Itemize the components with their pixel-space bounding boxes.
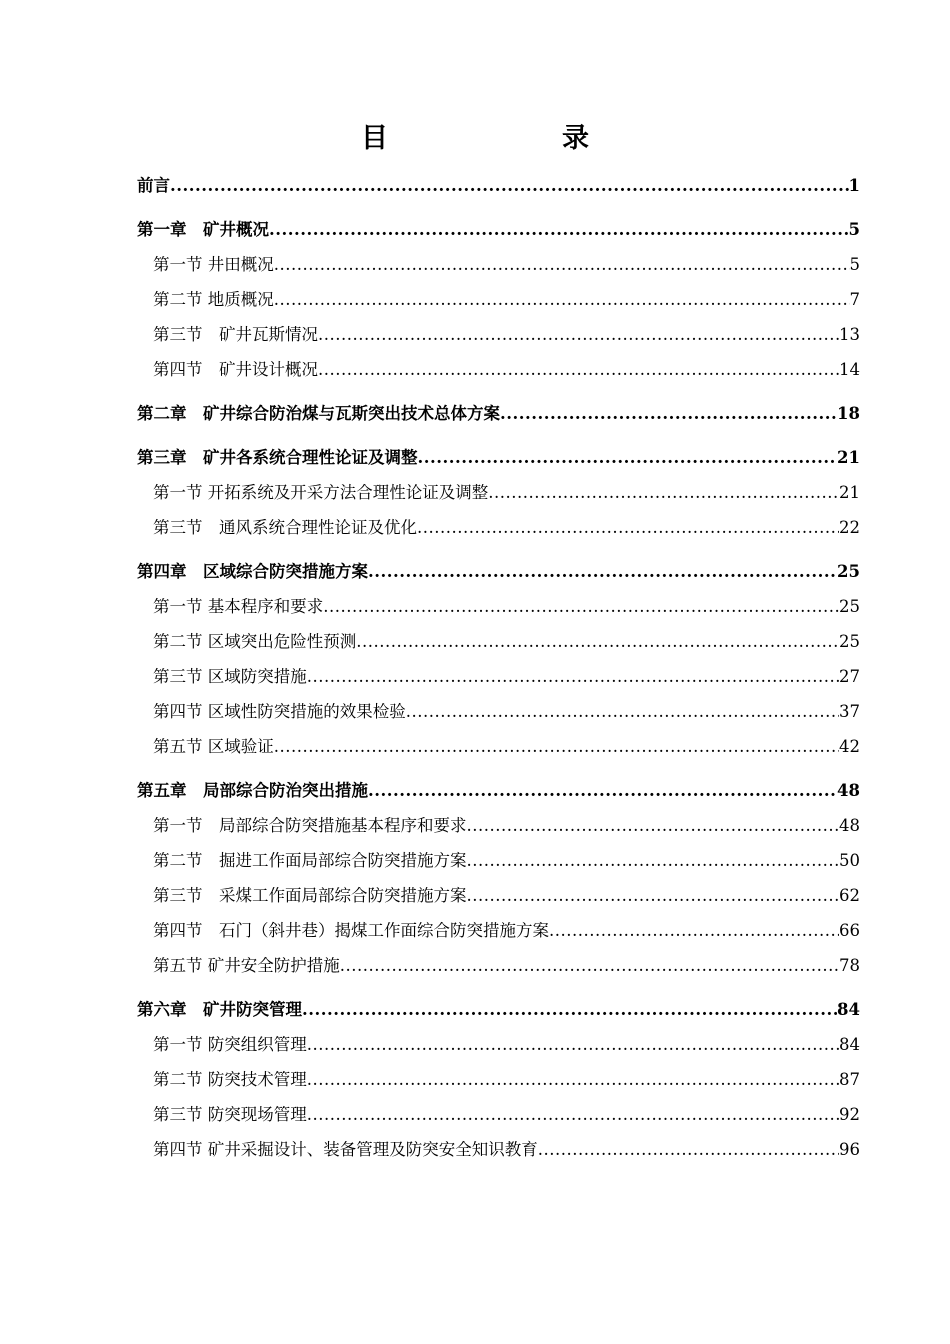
dot-leader bbox=[500, 396, 837, 431]
dot-leader bbox=[318, 352, 839, 387]
toc-entry-title: 第四章 区域综合防突措施方案 bbox=[137, 562, 368, 581]
toc-entry-section[interactable] bbox=[137, 510, 860, 545]
toc-entry-section[interactable] bbox=[137, 878, 860, 913]
dot-leader bbox=[417, 510, 839, 545]
toc-entry-section[interactable] bbox=[137, 729, 860, 764]
toc-entry-title: 第六章 矿井防突管理 bbox=[137, 1000, 302, 1019]
dot-leader bbox=[340, 948, 839, 983]
toc-entry-title: 第二章 矿井综合防治煤与瓦斯突出技术总体方案 bbox=[137, 404, 500, 423]
toc-entry-section[interactable] bbox=[137, 475, 860, 510]
dot-leader bbox=[318, 317, 839, 352]
toc-page-number: 5 bbox=[849, 255, 860, 274]
dot-leader bbox=[368, 554, 837, 589]
dot-leader bbox=[406, 694, 839, 729]
toc-entry-title: 第二节 防突技术管理 bbox=[153, 1070, 307, 1089]
toc-entry-section[interactable] bbox=[137, 317, 860, 352]
dot-leader bbox=[269, 212, 849, 247]
toc-page-number: 78 bbox=[839, 956, 860, 975]
toc-entry-title: 第三节 防突现场管理 bbox=[153, 1105, 307, 1124]
toc-entry-title: 第四节 矿井采掘设计、装备管理及防突安全知识教育 bbox=[153, 1140, 538, 1159]
toc-page-number: 42 bbox=[839, 737, 860, 756]
toc-page-number: 18 bbox=[837, 404, 860, 423]
dot-leader bbox=[467, 878, 840, 913]
dot-leader bbox=[307, 1097, 839, 1132]
dot-leader bbox=[274, 247, 850, 282]
toc-entry-section[interactable] bbox=[137, 282, 860, 317]
toc-entry-section[interactable] bbox=[137, 247, 860, 282]
toc-page-number: 27 bbox=[839, 667, 860, 686]
toc-entry-section[interactable] bbox=[137, 808, 860, 843]
toc-entry-chapter[interactable] bbox=[137, 396, 860, 431]
toc-entry-title: 第三节 通风系统合理性论证及优化 bbox=[153, 518, 417, 537]
toc-entry-title: 第二节 掘进工作面局部综合防突措施方案 bbox=[153, 851, 467, 870]
toc-entry-title: 第五节 区域验证 bbox=[153, 737, 274, 756]
toc-entry-title: 第一章 矿井概况 bbox=[137, 220, 269, 239]
toc-entry-title: 第四节 区域性防突措施的效果检验 bbox=[153, 702, 406, 721]
dot-leader bbox=[307, 1027, 839, 1062]
dot-leader bbox=[467, 843, 840, 878]
toc-page-number: 21 bbox=[837, 448, 860, 467]
toc-entry-section[interactable] bbox=[137, 1062, 860, 1097]
toc-page-number: 14 bbox=[839, 360, 860, 379]
toc-entry-section[interactable] bbox=[137, 589, 860, 624]
dot-leader bbox=[170, 168, 849, 203]
toc-entry-title: 第一节 基本程序和要求 bbox=[153, 597, 324, 616]
toc-entry-chapter[interactable] bbox=[137, 773, 860, 808]
dot-leader bbox=[274, 729, 839, 764]
toc-page-number: 25 bbox=[839, 597, 860, 616]
toc-entry-section[interactable] bbox=[137, 1027, 860, 1062]
dot-leader bbox=[549, 913, 839, 948]
dot-leader bbox=[323, 589, 839, 624]
toc-page-number: 13 bbox=[839, 325, 860, 344]
toc-entry-title: 第二节 地质概况 bbox=[153, 290, 274, 309]
toc-page-number: 87 bbox=[839, 1070, 860, 1089]
toc-entry-chapter[interactable] bbox=[137, 212, 860, 247]
toc-entry-chapter[interactable] bbox=[137, 168, 860, 203]
page-title: 目 录 bbox=[361, 123, 629, 154]
toc-page-number: 62 bbox=[839, 886, 860, 905]
toc-page-number: 48 bbox=[839, 816, 860, 835]
toc-entry-chapter[interactable] bbox=[137, 992, 860, 1027]
toc-entry-title: 第五章 局部综合防治突出措施 bbox=[137, 781, 368, 800]
toc-entry-section[interactable] bbox=[137, 624, 860, 659]
toc-page-number: 84 bbox=[837, 1000, 860, 1019]
toc-entry-title: 第一节 开拓系统及开采方法合理性论证及调整 bbox=[153, 483, 489, 502]
dot-leader bbox=[356, 624, 839, 659]
toc-page-number: 66 bbox=[839, 921, 860, 940]
toc-entry-title: 第二节 区域突出危险性预测 bbox=[153, 632, 357, 651]
toc-entry-chapter[interactable] bbox=[137, 440, 860, 475]
toc-entry-title: 第三节 矿井瓦斯情况 bbox=[153, 325, 318, 344]
toc-entry-title: 第一节 局部综合防突措施基本程序和要求 bbox=[153, 816, 467, 835]
toc-entry-title: 第三章 矿井各系统合理性论证及调整 bbox=[137, 448, 418, 467]
toc-page-number: 1 bbox=[848, 176, 860, 195]
dot-leader bbox=[467, 808, 840, 843]
toc-entry-title: 第一节 防突组织管理 bbox=[153, 1035, 307, 1054]
dot-leader bbox=[274, 282, 850, 317]
toc-entry-title: 第一节 井田概况 bbox=[153, 255, 274, 274]
toc-entry-section[interactable] bbox=[137, 843, 860, 878]
toc-entry-section[interactable] bbox=[137, 913, 860, 948]
dot-leader bbox=[307, 659, 839, 694]
toc-page-number: 48 bbox=[837, 781, 860, 800]
toc-page-number: 21 bbox=[839, 483, 860, 502]
dot-leader bbox=[488, 475, 839, 510]
toc-entry-chapter[interactable] bbox=[137, 554, 860, 589]
table-of-contents bbox=[137, 168, 860, 1167]
toc-entry-title: 第四节 矿井设计概况 bbox=[153, 360, 318, 379]
toc-page-number: 84 bbox=[839, 1035, 860, 1054]
toc-page-number: 25 bbox=[839, 632, 860, 651]
toc-entry-title: 第五节 矿井安全防护措施 bbox=[153, 956, 340, 975]
toc-entry-section[interactable] bbox=[137, 1132, 860, 1167]
dot-leader bbox=[418, 440, 838, 475]
dot-leader bbox=[307, 1062, 839, 1097]
toc-page-number: 37 bbox=[839, 702, 860, 721]
toc-page-number: 50 bbox=[839, 851, 860, 870]
toc-entry-title: 第四节 石门（斜井巷）揭煤工作面综合防突措施方案 bbox=[153, 921, 549, 940]
toc-entry-section[interactable] bbox=[137, 948, 860, 983]
toc-entry-section[interactable] bbox=[137, 352, 860, 387]
toc-entry-section[interactable] bbox=[137, 694, 860, 729]
toc-entry-title: 第三节 采煤工作面局部综合防突措施方案 bbox=[153, 886, 467, 905]
toc-page-number: 22 bbox=[839, 518, 860, 537]
toc-page-number: 5 bbox=[848, 220, 860, 239]
toc-page-number: 96 bbox=[839, 1140, 860, 1159]
toc-page-number: 25 bbox=[837, 562, 860, 581]
dot-leader bbox=[538, 1132, 839, 1167]
toc-entry-title: 第三节 区域防突措施 bbox=[153, 667, 307, 686]
dot-leader bbox=[368, 773, 837, 808]
toc-page-number: 7 bbox=[849, 290, 860, 309]
toc-entry-section[interactable] bbox=[137, 659, 860, 694]
toc-page-number: 92 bbox=[839, 1105, 860, 1124]
toc-entry-section[interactable] bbox=[137, 1097, 860, 1132]
dot-leader bbox=[302, 992, 837, 1027]
toc-entry-title: 前言 bbox=[137, 176, 170, 195]
